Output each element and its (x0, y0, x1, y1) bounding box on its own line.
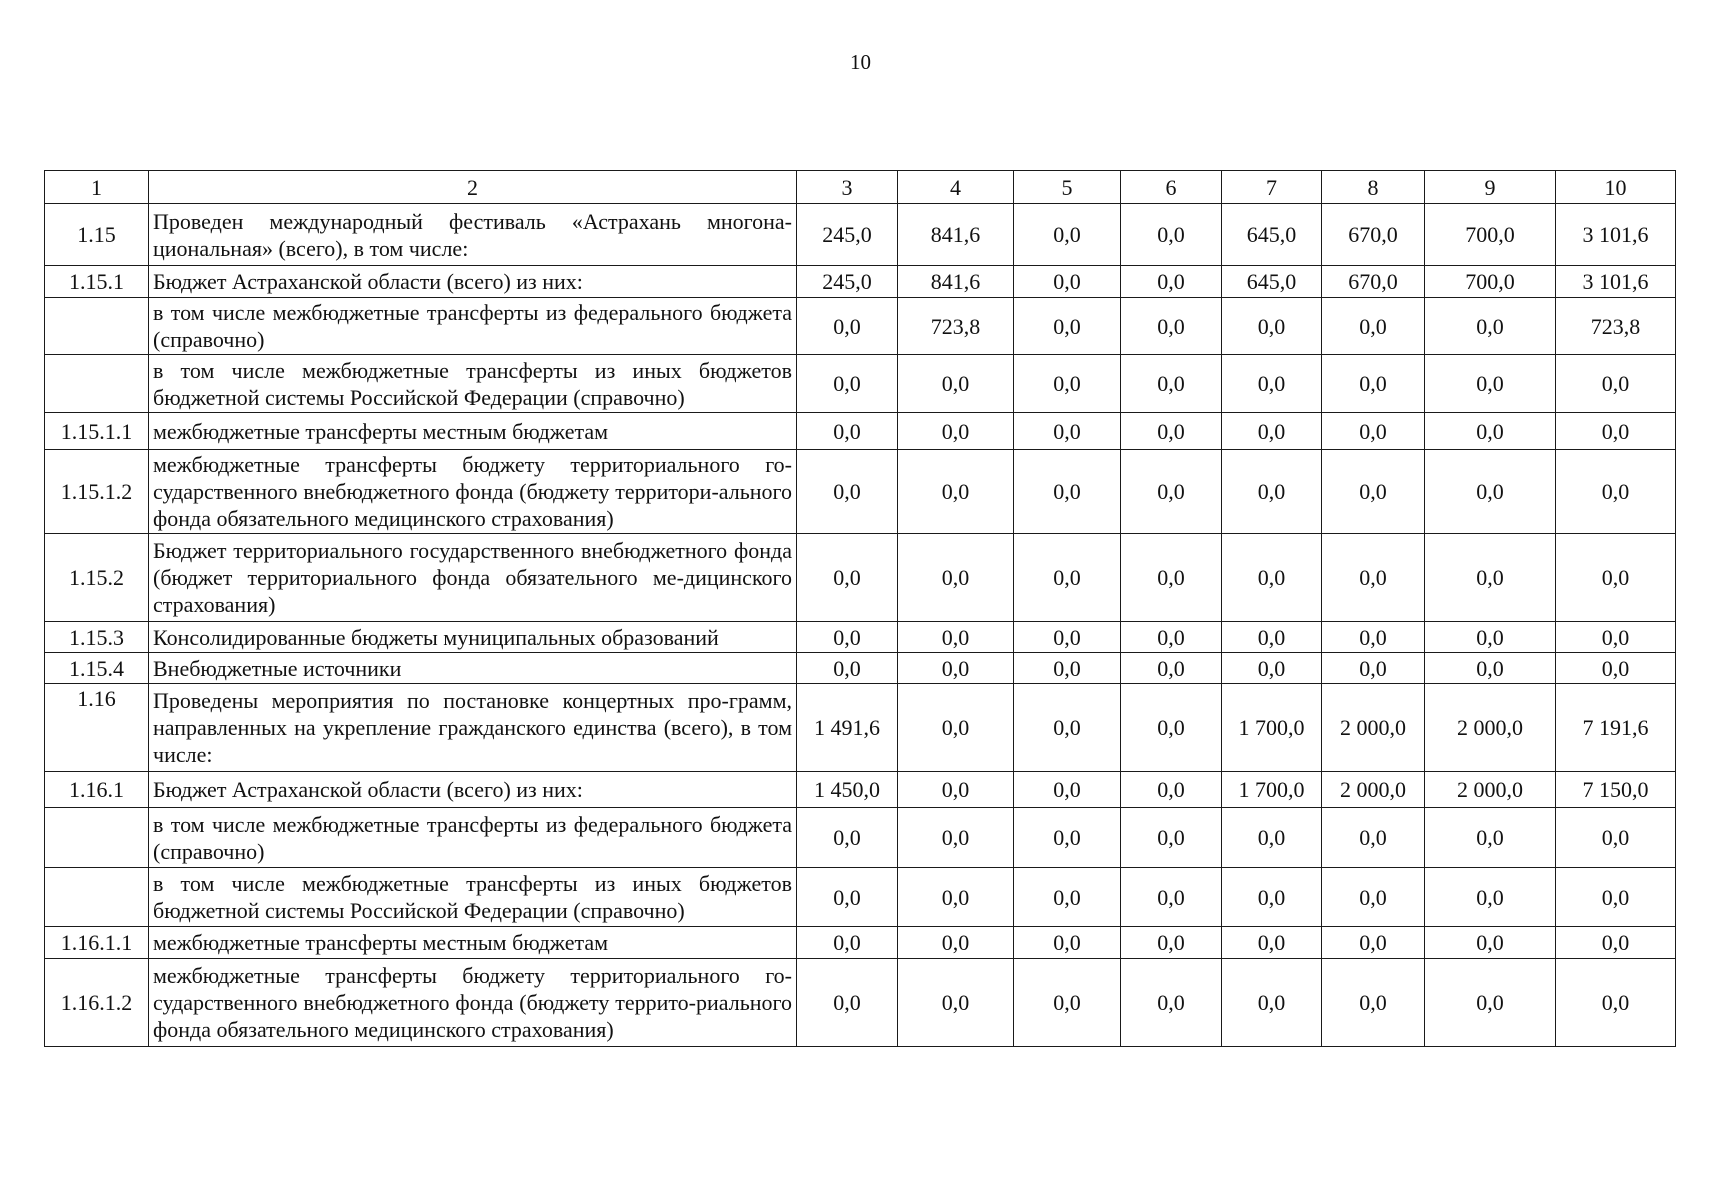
value-cell-col-8: 0,0 (1322, 413, 1425, 450)
value-cell-col-10: 0,0 (1556, 959, 1676, 1047)
value-cell-col-9: 0,0 (1425, 298, 1556, 355)
value-cell-col-9: 700,0 (1425, 204, 1556, 266)
value-cell-col-7: 0,0 (1222, 298, 1322, 355)
value-cell-col-3: 0,0 (797, 959, 898, 1047)
value-cell-col-5: 0,0 (1014, 684, 1121, 772)
row-number: 1.15.1.2 (45, 450, 149, 534)
value-cell-col-4: 0,0 (898, 684, 1014, 772)
value-cell-col-5: 0,0 (1014, 413, 1121, 450)
table-row (45, 772, 1676, 808)
value-cell-col-7: 0,0 (1222, 622, 1322, 653)
value-cell-col-5: 0,0 (1014, 653, 1121, 684)
table-row (45, 653, 1676, 684)
value-cell-col-7: 0,0 (1222, 450, 1322, 534)
table-row (45, 204, 1676, 266)
row-number: 1.15.3 (45, 622, 149, 653)
column-header-1: 1 (45, 171, 149, 204)
value-cell-col-6: 0,0 (1121, 298, 1222, 355)
value-cell-col-9: 700,0 (1425, 266, 1556, 298)
table-body (45, 204, 1676, 1047)
row-number: 1.15.2 (45, 534, 149, 622)
value-cell-col-10: 0,0 (1556, 413, 1676, 450)
value-cell-col-7: 0,0 (1222, 534, 1322, 622)
table-row (45, 450, 1676, 534)
value-cell-col-4: 0,0 (898, 413, 1014, 450)
value-cell-col-5: 0,0 (1014, 808, 1121, 868)
value-cell-col-5: 0,0 (1014, 355, 1121, 413)
column-header-9: 9 (1425, 171, 1556, 204)
value-cell-col-10: 7 150,0 (1556, 772, 1676, 808)
value-cell-col-10: 723,8 (1556, 298, 1676, 355)
row-description: Бюджет Астраханской области (всего) из них: (149, 266, 797, 298)
value-cell-col-10: 0,0 (1556, 534, 1676, 622)
value-cell-col-8: 0,0 (1322, 534, 1425, 622)
value-cell-col-7: 0,0 (1222, 959, 1322, 1047)
value-cell-col-7: 1 700,0 (1222, 772, 1322, 808)
value-cell-col-6: 0,0 (1121, 684, 1222, 772)
value-cell-col-6: 0,0 (1121, 534, 1222, 622)
row-number (45, 298, 149, 355)
column-header-10: 10 (1556, 171, 1676, 204)
value-cell-col-9: 0,0 (1425, 622, 1556, 653)
table-row (45, 927, 1676, 959)
value-cell-col-5: 0,0 (1014, 927, 1121, 959)
row-description: в том числе межбюджетные трансферты из федерального бюджета (справочно) (149, 298, 797, 355)
table-row (45, 684, 1676, 772)
value-cell-col-9: 2 000,0 (1425, 772, 1556, 808)
row-number: 1.15.4 (45, 653, 149, 684)
value-cell-col-3: 0,0 (797, 808, 898, 868)
value-cell-col-5: 0,0 (1014, 298, 1121, 355)
value-cell-col-4: 841,6 (898, 204, 1014, 266)
table-row (45, 808, 1676, 868)
value-cell-col-9: 0,0 (1425, 450, 1556, 534)
value-cell-col-6: 0,0 (1121, 959, 1222, 1047)
value-cell-col-10: 7 191,6 (1556, 684, 1676, 772)
value-cell-col-10: 0,0 (1556, 868, 1676, 927)
row-number (45, 808, 149, 868)
table-row (45, 266, 1676, 298)
value-cell-col-10: 0,0 (1556, 355, 1676, 413)
column-header-3: 3 (797, 171, 898, 204)
value-cell-col-4: 0,0 (898, 959, 1014, 1047)
value-cell-col-3: 0,0 (797, 653, 898, 684)
value-cell-col-4: 0,0 (898, 808, 1014, 868)
value-cell-col-6: 0,0 (1121, 622, 1222, 653)
value-cell-col-7: 0,0 (1222, 355, 1322, 413)
header-row (45, 171, 1676, 204)
table-row (45, 868, 1676, 927)
value-cell-col-10: 0,0 (1556, 808, 1676, 868)
value-cell-col-8: 0,0 (1322, 808, 1425, 868)
value-cell-col-4: 0,0 (898, 772, 1014, 808)
page-number: 10 (850, 50, 871, 74)
value-cell-col-6: 0,0 (1121, 772, 1222, 808)
value-cell-col-3: 0,0 (797, 355, 898, 413)
table-row (45, 622, 1676, 653)
value-cell-col-5: 0,0 (1014, 959, 1121, 1047)
value-cell-col-3: 0,0 (797, 534, 898, 622)
value-cell-col-8: 0,0 (1322, 868, 1425, 927)
row-description: Внебюджетные источники (149, 653, 797, 684)
value-cell-col-6: 0,0 (1121, 653, 1222, 684)
value-cell-col-8: 670,0 (1322, 204, 1425, 266)
value-cell-col-4: 0,0 (898, 534, 1014, 622)
value-cell-col-4: 0,0 (898, 450, 1014, 534)
value-cell-col-9: 0,0 (1425, 927, 1556, 959)
value-cell-col-3: 1 491,6 (797, 684, 898, 772)
value-cell-col-8: 0,0 (1322, 653, 1425, 684)
row-description: в том числе межбюджетные трансферты из иных бюджетов бюджетной системы Российской Федерации (справочно) (149, 868, 797, 927)
row-number: 1.15.1 (45, 266, 149, 298)
column-header-4: 4 (898, 171, 1014, 204)
budget-table (44, 170, 1676, 1047)
table-row (45, 298, 1676, 355)
value-cell-col-6: 0,0 (1121, 450, 1222, 534)
value-cell-col-6: 0,0 (1121, 204, 1222, 266)
value-cell-col-5: 0,0 (1014, 266, 1121, 298)
value-cell-col-8: 0,0 (1322, 355, 1425, 413)
row-description: межбюджетные трансферты бюджету территориального го-сударственного внебюджетного фонда (бюджету террито-риального фонда обязательного медицинского страхования) (149, 959, 797, 1047)
column-header-5: 5 (1014, 171, 1121, 204)
value-cell-col-6: 0,0 (1121, 355, 1222, 413)
value-cell-col-5: 0,0 (1014, 772, 1121, 808)
value-cell-col-3: 245,0 (797, 266, 898, 298)
table-row (45, 959, 1676, 1047)
value-cell-col-3: 1 450,0 (797, 772, 898, 808)
value-cell-col-6: 0,0 (1121, 808, 1222, 868)
value-cell-col-4: 0,0 (898, 653, 1014, 684)
value-cell-col-9: 0,0 (1425, 413, 1556, 450)
column-header-7: 7 (1222, 171, 1322, 204)
value-cell-col-3: 0,0 (797, 868, 898, 927)
row-number: 1.16.1.2 (45, 959, 149, 1047)
value-cell-col-6: 0,0 (1121, 868, 1222, 927)
value-cell-col-6: 0,0 (1121, 413, 1222, 450)
value-cell-col-5: 0,0 (1014, 204, 1121, 266)
value-cell-col-4: 841,6 (898, 266, 1014, 298)
value-cell-col-9: 0,0 (1425, 868, 1556, 927)
value-cell-col-4: 0,0 (898, 355, 1014, 413)
value-cell-col-10: 0,0 (1556, 927, 1676, 959)
row-description: Консолидированные бюджеты муниципальных образований (149, 622, 797, 653)
value-cell-col-7: 0,0 (1222, 808, 1322, 868)
row-description: межбюджетные трансферты местным бюджетам (149, 413, 797, 450)
value-cell-col-7: 0,0 (1222, 413, 1322, 450)
value-cell-col-4: 0,0 (898, 927, 1014, 959)
value-cell-col-3: 0,0 (797, 450, 898, 534)
row-description: Проведены мероприятия по постановке концертных про-грамм, направленных на укрепление гражданского единства (всего), в том числе: (149, 684, 797, 772)
value-cell-col-9: 0,0 (1425, 653, 1556, 684)
value-cell-col-3: 245,0 (797, 204, 898, 266)
row-number: 1.16.1 (45, 772, 149, 808)
value-cell-col-5: 0,0 (1014, 534, 1121, 622)
row-number (45, 355, 149, 413)
value-cell-col-3: 0,0 (797, 298, 898, 355)
column-header-6: 6 (1121, 171, 1222, 204)
value-cell-col-10: 3 101,6 (1556, 204, 1676, 266)
value-cell-col-6: 0,0 (1121, 927, 1222, 959)
row-number: 1.15 (45, 204, 149, 266)
value-cell-col-10: 0,0 (1556, 622, 1676, 653)
row-description: Бюджет территориального государственного внебюджетного фонда (бюджет территориального фонда обязательного ме-дицинского страхования) (149, 534, 797, 622)
row-description: межбюджетные трансферты местным бюджетам (149, 927, 797, 959)
row-description: в том числе межбюджетные трансферты из федерального бюджета (справочно) (149, 808, 797, 868)
row-number: 1.16 (45, 684, 149, 772)
value-cell-col-4: 0,0 (898, 622, 1014, 653)
value-cell-col-8: 0,0 (1322, 622, 1425, 653)
table-row (45, 413, 1676, 450)
row-description: межбюджетные трансферты бюджету территориального го-сударственного внебюджетного фонда (бюджету территори-ального фонда обязательного медицинского страхования) (149, 450, 797, 534)
value-cell-col-9: 0,0 (1425, 808, 1556, 868)
value-cell-col-3: 0,0 (797, 413, 898, 450)
row-number (45, 868, 149, 927)
value-cell-col-4: 0,0 (898, 868, 1014, 927)
value-cell-col-4: 723,8 (898, 298, 1014, 355)
row-description: в том числе межбюджетные трансферты из иных бюджетов бюджетной системы Российской Федерации (справочно) (149, 355, 797, 413)
value-cell-col-10: 3 101,6 (1556, 266, 1676, 298)
value-cell-col-3: 0,0 (797, 927, 898, 959)
value-cell-col-7: 645,0 (1222, 266, 1322, 298)
value-cell-col-8: 2 000,0 (1322, 684, 1425, 772)
value-cell-col-6: 0,0 (1121, 266, 1222, 298)
value-cell-col-8: 0,0 (1322, 450, 1425, 534)
value-cell-col-7: 645,0 (1222, 204, 1322, 266)
value-cell-col-8: 0,0 (1322, 927, 1425, 959)
row-number: 1.15.1.1 (45, 413, 149, 450)
value-cell-col-8: 0,0 (1322, 959, 1425, 1047)
column-header-2: 2 (149, 171, 797, 204)
column-header-8: 8 (1322, 171, 1425, 204)
value-cell-col-8: 670,0 (1322, 266, 1425, 298)
value-cell-col-7: 1 700,0 (1222, 684, 1322, 772)
value-cell-col-5: 0,0 (1014, 450, 1121, 534)
table-row (45, 534, 1676, 622)
value-cell-col-9: 2 000,0 (1425, 684, 1556, 772)
value-cell-col-5: 0,0 (1014, 622, 1121, 653)
value-cell-col-9: 0,0 (1425, 959, 1556, 1047)
value-cell-col-8: 2 000,0 (1322, 772, 1425, 808)
value-cell-col-7: 0,0 (1222, 868, 1322, 927)
value-cell-col-7: 0,0 (1222, 653, 1322, 684)
value-cell-col-7: 0,0 (1222, 927, 1322, 959)
row-number: 1.16.1.1 (45, 927, 149, 959)
value-cell-col-10: 0,0 (1556, 653, 1676, 684)
row-description: Проведен международный фестиваль «Астрахань многона-циональная» (всего), в том числе: (149, 204, 797, 266)
value-cell-col-9: 0,0 (1425, 355, 1556, 413)
value-cell-col-9: 0,0 (1425, 534, 1556, 622)
row-description: Бюджет Астраханской области (всего) из них: (149, 772, 797, 808)
table-row (45, 355, 1676, 413)
value-cell-col-5: 0,0 (1014, 868, 1121, 927)
value-cell-col-10: 0,0 (1556, 450, 1676, 534)
value-cell-col-3: 0,0 (797, 622, 898, 653)
value-cell-col-8: 0,0 (1322, 298, 1425, 355)
